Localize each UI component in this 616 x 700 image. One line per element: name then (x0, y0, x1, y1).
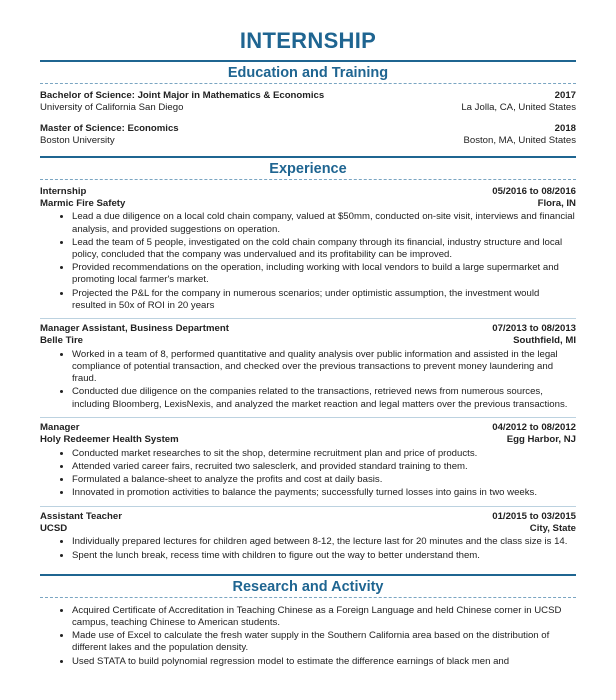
list-item: • Individually prepared lectures for children aged between 8-12, the lecture last for 20 minutes and the class size is 14. (72, 535, 576, 548)
job-dates: 04/2012 to 08/2012 (492, 421, 576, 433)
experience-heading: Experience (269, 160, 347, 177)
school: Boston University (40, 135, 115, 147)
research-bullets (40, 604, 576, 668)
job-title: Manager Assistant, Business Department (40, 323, 229, 335)
company: Holy Redeemer Health System (40, 434, 179, 446)
job-bullets (40, 348, 576, 411)
job-bullets (40, 535, 576, 561)
degree: Master of Science: Economics (40, 122, 179, 134)
job-location: Southfield, MI (513, 335, 576, 347)
list-item: • Spent the lunch break, recess time with children to figure out the way to better understand them. (72, 549, 576, 562)
job-title: Assistant Teacher (40, 510, 122, 522)
list-item: • Conducted market researches to sit the shop, determine recruitment plan and price of products. (72, 447, 576, 460)
list-item: • Provided recommendations on the operation, including working with local vendors to build a large supermarket and promoting local farmer's market. (72, 261, 576, 286)
education-heading: Education and Training (227, 65, 389, 81)
job-entry (40, 511, 576, 562)
list-item: • Worked in a team of 8, performed quantitative and quality analysis over public information and assisted in the legal compliance of potential transaction, and checked over the previous transactions to prevent money laundering and fraud. (72, 348, 576, 386)
job-bullets (40, 210, 576, 312)
list-item: • Projected the P&L for the company in numerous scenarios; under optimistic assumption, the investment would resulted in 50x of ROI in 20 years (72, 287, 576, 312)
list-item: • Attended varied career fairs, recruited two salesclerk, and provided standard training to them. (72, 460, 576, 473)
education-entry (40, 123, 576, 148)
job-location: Egg Harbor, NJ (506, 434, 576, 446)
section-divider (40, 179, 576, 180)
company: Belle Tire (40, 335, 84, 347)
job-divider (40, 506, 576, 507)
job-entry (40, 323, 576, 411)
job-divider (40, 318, 576, 319)
list-item: • Acquired Certificate of Accreditation in Teaching Chinese as a Foreign Language and held Chinese corner in UCSD campus, teaching Chinese to American students. (72, 604, 576, 629)
resume-name: INTERNSHIP (239, 28, 377, 53)
job-title: Manager (40, 421, 80, 433)
graduation-year: 2018 (554, 122, 576, 134)
list-item: • Used STATA to build polynomial regression model to estimate the difference earnings of black men and (72, 655, 576, 668)
graduation-year: 2017 (554, 90, 576, 101)
school-location: Boston, MA, United States (463, 135, 576, 147)
list-item: • Conducted due diligence on the companies related to the transactions, retrieved news from numerous sources, including Bloomberg, LexisNexis, and analyzed the market reaction and legal matters over the previous transactions. (72, 385, 576, 410)
job-dates: 05/2016 to 08/2016 (492, 185, 576, 197)
research-heading: Research and Activity (232, 578, 384, 595)
job-location: Flora, IN (537, 198, 576, 210)
list-item: • Made use of Excel to calculate the fresh water supply in the Southern California area based on the distribution of different lakes and the population density. (72, 629, 576, 654)
list-item: • Formulated a balance-sheet to analyze the profits and cost at daily basis. (72, 473, 576, 486)
section-divider (40, 83, 576, 84)
company: Marmic Fire Safety (40, 198, 126, 210)
school-location: La Jolla, CA, United States (461, 102, 576, 114)
job-location: City, State (529, 522, 576, 534)
job-bullets (40, 447, 576, 500)
job-dates: 07/2013 to 08/2013 (492, 323, 576, 335)
job-divider (40, 417, 576, 418)
job-dates: 01/2015 to 03/2015 (492, 510, 576, 522)
degree: Bachelor of Science: Joint Major in Mathematics & Economics (40, 90, 325, 101)
company: UCSD (40, 522, 68, 534)
list-item: • Lead a due diligence on a local cold chain company, valued at $50mm, conducted on-site visit, interviews and financial analysis, and provided suggestions on operation. (72, 210, 576, 235)
education-entry (40, 90, 576, 115)
list-item: • Lead the team of 5 people, investigated on the cold chain company through its financial, industry structure and local policy, concluded that the company was undervalued and its profitability can be improved. (72, 236, 576, 261)
job-entry (40, 186, 576, 312)
list-item: • Innovated in promotion activities to balance the payments; successfully turned losses into gains in two weeks. (72, 486, 576, 499)
school: University of California San Diego (40, 102, 184, 114)
section-divider (40, 597, 576, 598)
job-title: Internship (40, 185, 87, 197)
job-entry (40, 422, 576, 500)
